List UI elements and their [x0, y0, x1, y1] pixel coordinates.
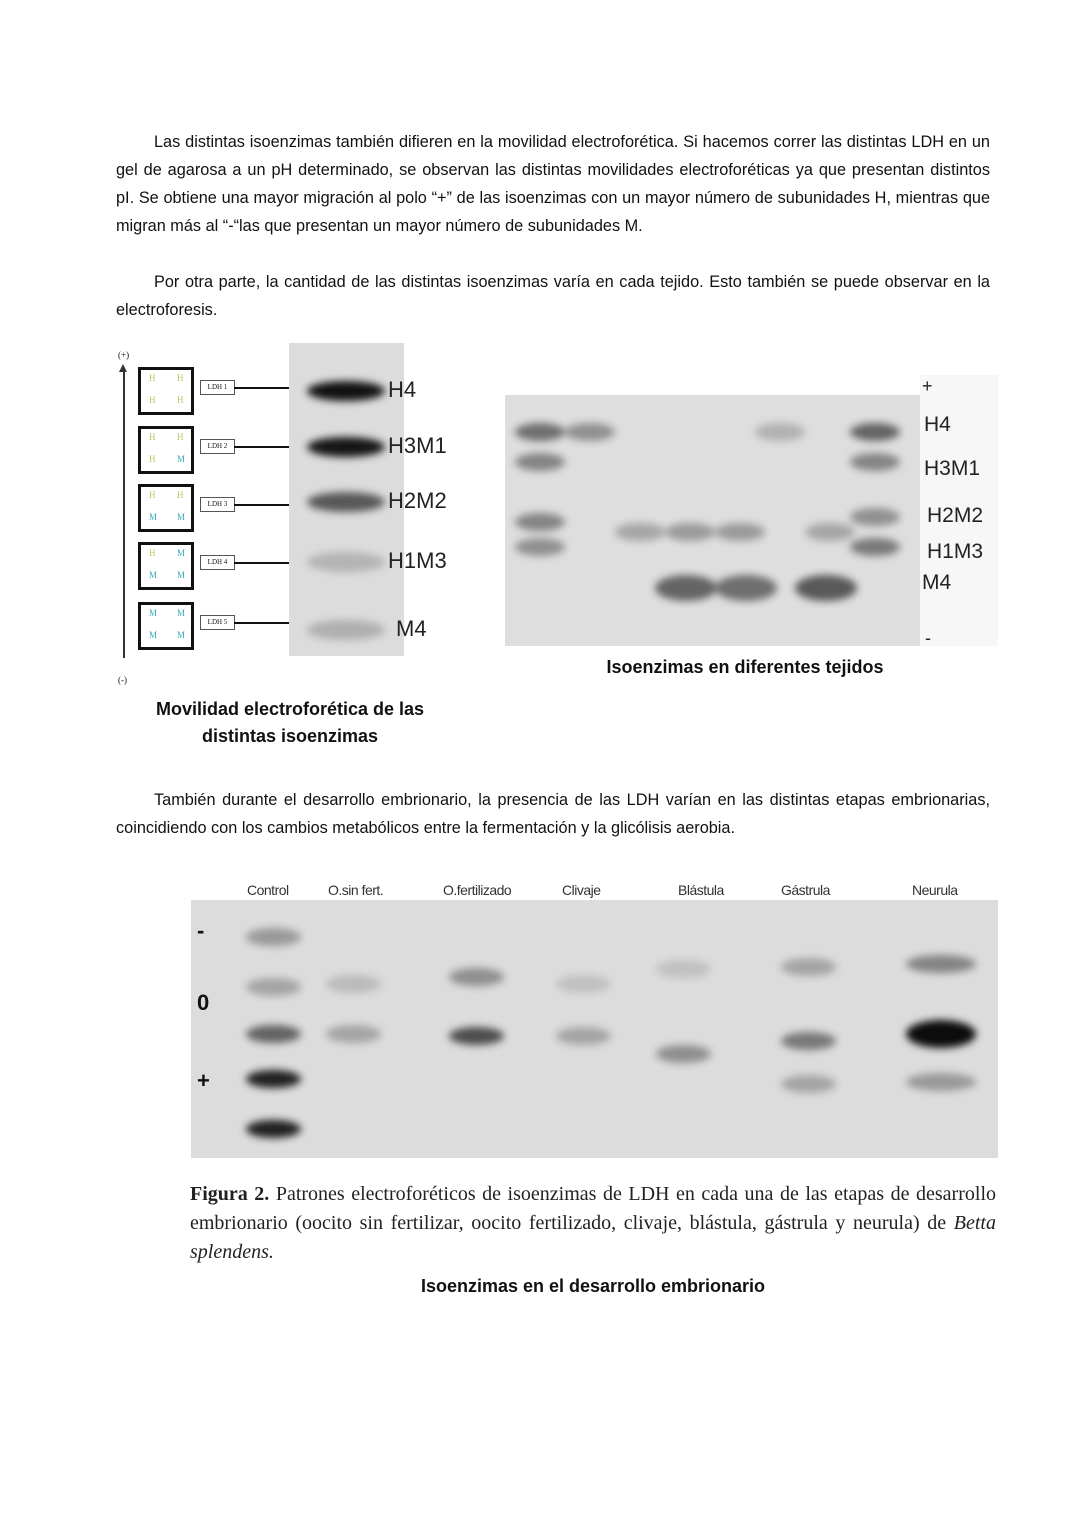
lane-label: Blástula [678, 882, 724, 898]
ldh-label: LDH 4 [200, 555, 235, 570]
gel-band [556, 975, 611, 993]
subunit-label: H [149, 454, 156, 464]
gel-image [191, 900, 998, 1158]
subunit-label: H [149, 490, 156, 500]
gel-band [307, 437, 385, 457]
subunit-box [138, 542, 194, 590]
caption-line: Movilidad electroforética de las [155, 699, 425, 719]
gel-band [906, 955, 976, 973]
pole-marker: + [197, 1068, 210, 1093]
gel-band [307, 381, 385, 401]
gel-band [449, 1027, 504, 1045]
migration-axis [123, 370, 125, 658]
subunit-label: M [177, 512, 186, 522]
isoenzyme-label: H4 [924, 413, 951, 436]
isoenzyme-label: M4 [396, 616, 427, 641]
gel-band [655, 575, 717, 601]
figure-caption [110, 696, 470, 750]
gel-image [505, 395, 920, 646]
paragraph-tissue [116, 268, 990, 324]
subunit-label: M [149, 608, 158, 618]
gel-band [665, 523, 715, 541]
gel-band [781, 958, 836, 976]
paragraph-text: Las distintas isoenzimas también difieren en la movilidad electroforética. Si hacemos correr las distintas LDH en un gel de agarosa a un pH determinado, se observan las distintas movilidades electroforéticas ya que presentan distintos pI. Se obtiene una mayor migración al polo “+” de las isoenzimas con un mayor número de subunidades H, mientras que migran más al “-“las que presentan un mayor número de subunidades M. [116, 133, 990, 235]
gel-band [246, 928, 301, 946]
gel-band [515, 423, 565, 441]
isoenzyme-label: H1M3 [388, 548, 447, 573]
paragraph-text: También durante el desarrollo embrionario, la presencia de las LDH varían en las distintas etapas embrionarias, coincidiendo con los cambios metabólicos entre la fermentación y la glicólisis aerobia. [116, 791, 990, 837]
subunit-label: H [177, 432, 184, 442]
gel-band [805, 523, 855, 541]
species-name: Betta splendens. [190, 1212, 996, 1263]
ldh-label: LDH 2 [200, 439, 235, 454]
paragraph-embryo [116, 786, 990, 842]
subunit-label: M [177, 570, 186, 580]
gel-band [795, 575, 857, 601]
gel-band [326, 975, 381, 993]
subunit-box [138, 602, 194, 650]
subunit-label: H [149, 548, 156, 558]
gel-band [656, 1045, 711, 1063]
figure-caption: Isoenzimas en el desarrollo embrionario [420, 1276, 766, 1296]
isoenzyme-label: H2M2 [927, 504, 984, 527]
isoenzyme-label: H4 [388, 377, 417, 402]
subunit-label: M [177, 548, 186, 558]
subunit-box [138, 367, 194, 415]
lane-label: Clivaje [562, 882, 601, 898]
subunit-label: H [149, 432, 156, 442]
paragraph-text: Por otra parte, la cantidad de las distintas isoenzimas varía en cada tejido. Esto también se puede observar en la electroforesis. [116, 273, 990, 319]
gel-band [850, 453, 900, 471]
figure-number: Figura 2. [190, 1183, 270, 1205]
subunit-box [138, 484, 194, 532]
gel-band [565, 423, 615, 441]
gel-band [246, 1070, 301, 1088]
figure-text: Patrones electroforéticos de isoenzimas de LDH en cada una de las etapas de desarrollo embrionario (oocito sin fertilizar, oocito fertilizado, clivaje, blástula, gástrula y neurula) de [190, 1183, 996, 1234]
pole-minus-label: (-) [118, 675, 127, 685]
subunit-label: M [149, 570, 158, 580]
figure-legend [190, 1180, 996, 1267]
pole-minus-label: - [925, 628, 931, 648]
gel-band [755, 423, 805, 441]
subunit-label: H [149, 395, 156, 405]
gel-band [556, 1027, 611, 1045]
lane-label: Gástrula [781, 882, 830, 898]
gel-band [515, 513, 565, 531]
subunit-label: M [177, 454, 186, 464]
gel-band [850, 423, 900, 441]
ldh-label: LDH 1 [200, 380, 235, 395]
gel-band [515, 453, 565, 471]
gel-band [906, 1020, 976, 1048]
caption-line: distintas isoenzimas [201, 726, 379, 746]
isoenzyme-label: H1M3 [927, 540, 984, 563]
gel-band [246, 978, 301, 996]
pole-plus-label: + [922, 376, 933, 396]
subunit-label: M [177, 630, 186, 640]
gel-band [906, 1073, 976, 1091]
isoenzyme-label: H2M2 [388, 488, 447, 513]
gel-band [715, 575, 777, 601]
paragraph-mobility [116, 128, 990, 240]
gel-band [246, 1120, 301, 1138]
gel-band [307, 620, 385, 640]
pole-marker: 0 [197, 990, 210, 1015]
isoenzyme-label: M4 [922, 571, 952, 594]
isoenzyme-label: H3M1 [924, 457, 981, 480]
subunit-label: H [177, 490, 184, 500]
subunit-box [138, 426, 194, 474]
gel-band [850, 508, 900, 526]
gel-band [781, 1032, 836, 1050]
figure-caption: Isoenzimas en diferentes tejidos [606, 657, 884, 677]
ldh-label: LDH 5 [200, 615, 235, 630]
subunit-label: H [149, 373, 156, 383]
gel-band [307, 552, 385, 572]
gel-band [781, 1075, 836, 1093]
ldh-label: LDH 3 [200, 497, 235, 512]
gel-band [615, 523, 665, 541]
pole-marker: - [197, 918, 205, 943]
gel-band [307, 492, 385, 512]
gel-band [326, 1025, 381, 1043]
subunit-label: H [177, 373, 184, 383]
gel-image [289, 343, 404, 656]
lane-label: O.fertilizado [443, 882, 512, 898]
lane-label: O.sin fert. [328, 882, 384, 898]
gel-band [246, 1025, 301, 1043]
gel-band [449, 968, 504, 986]
gel-band [715, 523, 765, 541]
arrow-up-icon [119, 364, 127, 372]
isoenzyme-label: H3M1 [388, 433, 447, 458]
subunit-label: H [177, 395, 184, 405]
gel-band [656, 960, 711, 978]
subunit-label: M [149, 630, 158, 640]
pole-plus-label: (+) [118, 350, 130, 360]
lane-label: Neurula [912, 882, 958, 898]
subunit-label: M [149, 512, 158, 522]
lane-label: Control [247, 882, 289, 898]
subunit-label: M [177, 608, 186, 618]
gel-band [850, 538, 900, 556]
gel-band [515, 538, 565, 556]
